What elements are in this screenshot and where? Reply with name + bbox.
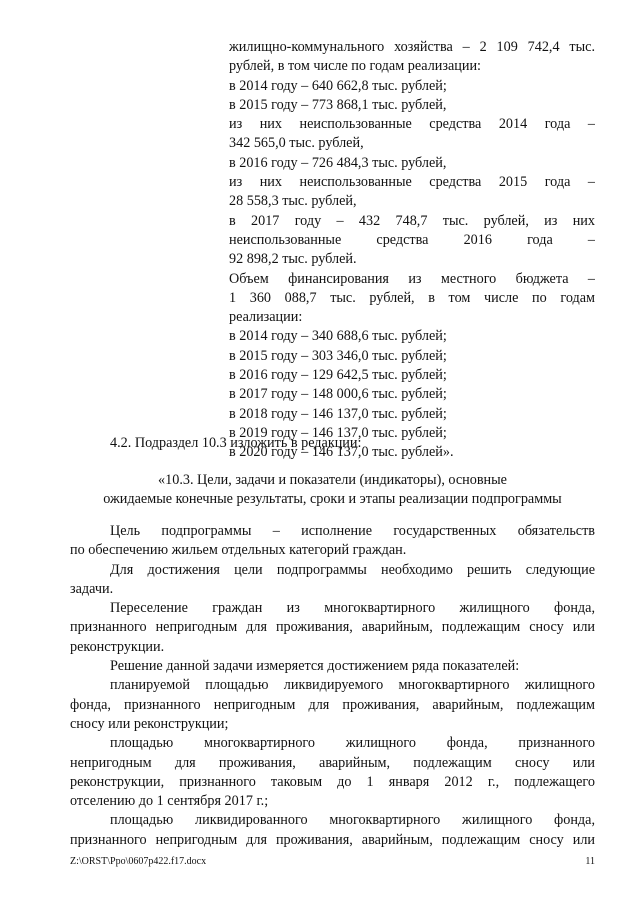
funding-line: в 2016 году – 726 484,3 тыс. рублей,	[229, 154, 447, 171]
body-line: сносу или реконструкции;	[70, 715, 229, 732]
funding-line: из них неиспользованные средства 2015 года –	[229, 174, 595, 191]
page-number: 11	[585, 856, 595, 867]
funding-line: в 2014 году – 340 688,6 тыс. рублей;	[229, 328, 447, 345]
subsection-title	[70, 471, 595, 510]
body-line: признанного непригодным для проживания, аварийным, подлежащим сносу или	[70, 831, 595, 848]
funding-line: из них неиспользованные средства 2014 года –	[229, 116, 595, 133]
funding-line: в 2019 году – 146 137,0 тыс. рублей;	[229, 424, 447, 441]
funding-line: 92 898,2 тыс. рублей.	[229, 251, 357, 268]
body-line: реконструкции, признанного таковым до 1 января 2012 г., подлежащего	[70, 773, 595, 790]
body-line: реконструкции.	[70, 638, 165, 655]
funding-line: 28 558,3 тыс. рублей,	[229, 193, 357, 210]
body-line: планируемой площадью ликвидируемого многоквартирного жилищного	[110, 677, 595, 694]
body-line: Решение данной задачи измеряется достижением ряда показателей:	[110, 658, 520, 675]
body-line: признанного непригодным для проживания, аварийным, подлежащим сносу или	[70, 619, 595, 636]
body-line: непригодным для проживания, аварийным, подлежащим сносу или	[70, 754, 595, 771]
body-line: Для достижения цели подпрограммы необходимо решить следующие	[110, 561, 595, 578]
funding-line: в 2014 году – 640 662,8 тыс. рублей;	[229, 77, 447, 94]
funding-line: в 2015 году – 303 346,0 тыс. рублей;	[229, 347, 447, 364]
body-line: отселению до 1 сентября 2017 г.;	[70, 793, 269, 810]
funding-line: 1 360 088,7 тыс. рублей, в том числе по годам	[229, 289, 595, 306]
body-line: задачи.	[70, 580, 114, 597]
funding-line: в 2017 году – 432 748,7 тыс. рублей, из них	[229, 212, 595, 229]
subsection-title-line: ожидаемые конечные результаты, сроки и этапы реализации подпрограммы	[103, 491, 562, 508]
funding-line: в 2020 году – 146 137,0 тыс. рублей».	[229, 444, 454, 461]
body-line: по обеспечению жильем отдельных категорий граждан.	[70, 542, 407, 559]
body-line: Переселение граждан из многоквартирного жилищного фонда,	[110, 600, 595, 617]
footer-file-path: Z:\ORST\Ppo\0607p422.f17.docx	[70, 856, 207, 867]
funding-line: 342 565,0 тыс. рублей,	[229, 135, 364, 152]
funding-line: в 2016 году – 129 642,5 тыс. рублей;	[229, 367, 447, 384]
funding-line: неиспользованные средства 2016 года –	[229, 231, 595, 248]
funding-line: Объем финансирования из местного бюджета –	[229, 270, 595, 287]
funding-line: реализации:	[229, 309, 303, 326]
body-line: площадью ликвидированного многоквартирного жилищного фонда,	[110, 812, 595, 829]
funding-block	[229, 38, 595, 463]
body-text	[70, 522, 595, 850]
funding-line: рублей, в том числе по годам реализации:	[229, 58, 481, 75]
body-line: Цель подпрограммы – исполнение государственных обязательств	[110, 523, 595, 539]
body-line: площадью многоквартирного жилищного фонда, признанного	[110, 735, 595, 752]
subsection-title-line: «10.3. Цели, задачи и показатели (индикаторы), основные	[158, 472, 507, 488]
section-instruction: 4.2. Подраздел 10.3 изложить в редакции:	[110, 435, 362, 451]
funding-line: в 2015 году – 773 868,1 тыс. рублей,	[229, 96, 447, 113]
funding-line: в 2017 году – 148 000,6 тыс. рублей;	[229, 386, 447, 403]
funding-line: в 2018 году – 146 137,0 тыс. рублей;	[229, 405, 447, 422]
funding-line: жилищно-коммунального хозяйства – 2 109 742,4 тыс.	[229, 39, 595, 55]
body-line: фонда, признанного непригодным для проживания, аварийным, подлежащим	[70, 696, 595, 713]
